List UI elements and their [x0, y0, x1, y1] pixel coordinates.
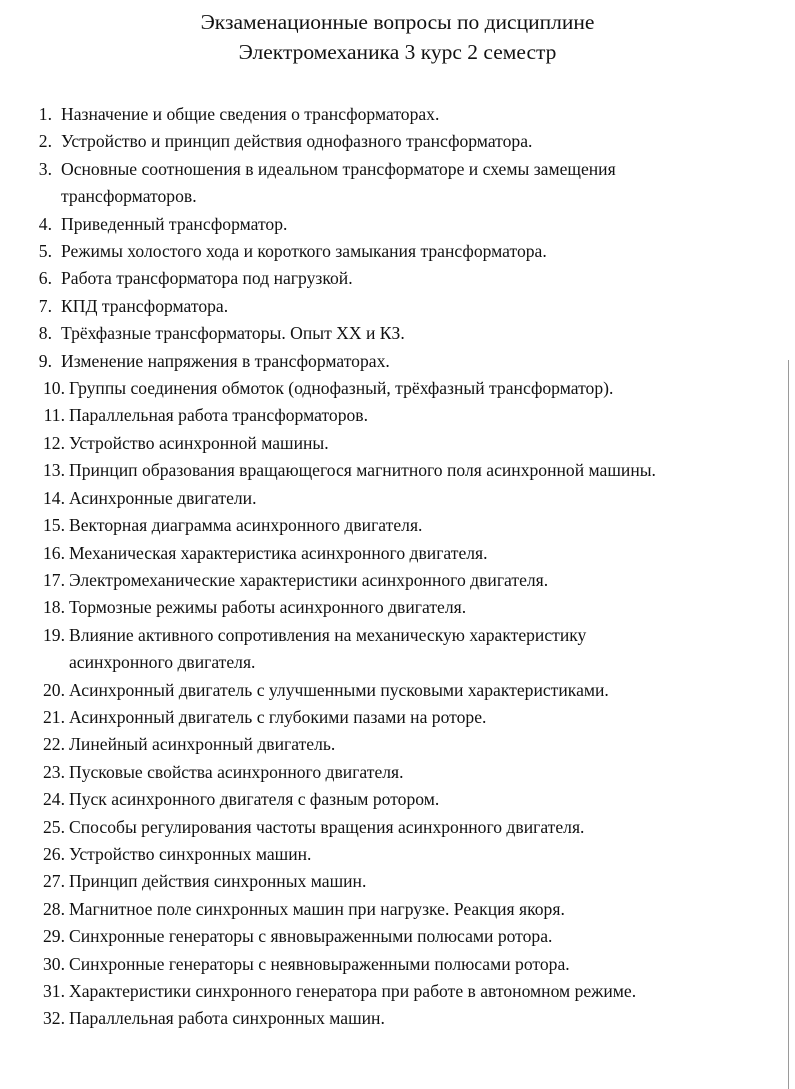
question-text: Параллельная работа трансформаторов.	[69, 405, 368, 426]
question-text: Устройство и принцип действия однофазного трансформатора.	[61, 131, 533, 152]
question-text-continuation: трансформаторов.	[61, 186, 197, 207]
question-number: 27.	[43, 871, 65, 892]
list-item	[0, 759, 795, 786]
question-number: 3.	[38, 158, 52, 179]
question-number: 12.	[43, 432, 65, 453]
question-number: 26.	[43, 843, 65, 864]
question-text: Электромеханические характеристики асинхронного двигателя.	[69, 569, 549, 590]
question-text: Асинхронные двигатели.	[69, 487, 257, 508]
question-text: Устройство асинхронной машины.	[69, 432, 329, 453]
question-number: 29.	[43, 926, 65, 947]
question-text: Линейный асинхронный двигатель.	[69, 734, 336, 755]
question-text: Влияние активного сопротивления на механическую характеристику	[69, 624, 587, 645]
question-text: Магнитное поле синхронных машин при нагрузке. Реакция якоря.	[69, 898, 565, 919]
page-title-line-2: Электромеханика 3 курс 2 семестр	[238, 40, 557, 64]
list-item	[0, 868, 795, 895]
list-item	[0, 677, 795, 704]
question-text: Синхронные генераторы с явновыраженными полюсами ротора.	[69, 926, 553, 947]
list-item	[0, 348, 795, 375]
question-text: Режимы холостого хода и короткого замыкания трансформатора.	[61, 241, 547, 262]
question-number: 10.	[43, 378, 65, 399]
list-item	[0, 101, 795, 128]
list-item	[0, 951, 795, 978]
question-text: Асинхронный двигатель с улучшенными пусковыми характеристиками.	[69, 679, 609, 700]
list-item	[0, 402, 795, 429]
list-item	[0, 567, 795, 594]
list-item	[0, 731, 795, 758]
question-number: 4.	[38, 213, 52, 234]
question-text: Пусковые свойства асинхронного двигателя.	[69, 761, 404, 782]
question-number: 6.	[38, 268, 52, 289]
list-item	[0, 211, 795, 238]
question-text: Приведенный трансформатор.	[61, 213, 288, 234]
list-item	[0, 430, 795, 457]
question-number: 16.	[43, 542, 65, 563]
list-item	[0, 128, 795, 155]
question-text-continuation: асинхронного двигателя.	[69, 652, 256, 673]
list-item	[0, 841, 795, 868]
question-text: Назначение и общие сведения о трансформаторах.	[61, 104, 440, 124]
list-item	[0, 238, 795, 265]
list-item	[0, 923, 795, 950]
question-number: 25.	[43, 816, 65, 837]
question-text: Способы регулирования частоты вращения асинхронного двигателя.	[69, 816, 585, 837]
question-number: 28.	[43, 898, 65, 919]
list-item	[0, 320, 795, 347]
question-number: 32.	[43, 1008, 65, 1029]
list-item	[0, 896, 795, 923]
question-number: 22.	[43, 734, 65, 755]
question-number: 15.	[43, 515, 65, 536]
question-number: 7.	[38, 295, 52, 316]
question-text: Тормозные режимы работы асинхронного двигателя.	[69, 597, 467, 618]
list-item	[0, 786, 795, 813]
question-text: Принцип образования вращающегося магнитного поля асинхронной машины.	[69, 460, 656, 481]
list-item	[0, 540, 795, 567]
question-text: Основные соотношения в идеальном трансформаторе и схемы замещения	[61, 158, 616, 179]
question-text: Пуск асинхронного двигателя с фазным ротором.	[69, 789, 440, 810]
list-item	[0, 704, 795, 731]
question-text: Механическая характеристика асинхронного двигателя.	[69, 542, 488, 563]
question-text: Группы соединения обмоток (однофазный, трёхфазный трансформатор).	[69, 378, 614, 399]
list-item	[0, 622, 795, 677]
question-text: Векторная диаграмма асинхронного двигателя.	[69, 515, 423, 536]
question-number: 9.	[38, 350, 52, 371]
question-number: 21.	[43, 706, 65, 727]
question-number: 2.	[38, 131, 52, 152]
list-item	[0, 375, 795, 402]
list-item	[0, 457, 795, 484]
question-text: Принцип действия синхронных машин.	[69, 871, 367, 892]
list-item	[0, 485, 795, 512]
list-item	[0, 978, 795, 1005]
question-number: 24.	[43, 789, 65, 810]
question-text: Синхронные генераторы с неявновыраженными полюсами ротора.	[69, 953, 570, 974]
question-number: 14.	[43, 487, 65, 508]
list-item	[0, 265, 795, 292]
list-item	[0, 512, 795, 539]
question-number: 20.	[43, 679, 65, 700]
question-text: КПД трансформатора.	[61, 295, 229, 316]
question-text: Асинхронный двигатель с глубокими пазами на роторе.	[69, 706, 487, 727]
list-item	[0, 156, 795, 211]
list-item	[0, 1005, 795, 1032]
questions-list	[0, 101, 795, 1033]
question-text: Работа трансформатора под нагрузкой.	[61, 268, 353, 289]
question-text: Трёхфазные трансформаторы. Опыт ХХ и КЗ.	[61, 323, 405, 344]
list-item	[0, 814, 795, 841]
question-number: 1.	[38, 104, 52, 124]
question-number: 5.	[38, 241, 52, 262]
question-number: 18.	[43, 597, 65, 618]
question-number: 23.	[43, 761, 65, 782]
question-number: 8.	[38, 323, 52, 344]
question-number: 17.	[43, 569, 65, 590]
question-number: 19.	[43, 624, 65, 645]
question-number: 31.	[43, 981, 65, 1001]
question-number: 11.	[43, 405, 65, 426]
question-number: 13.	[43, 460, 65, 481]
question-number: 30.	[43, 953, 65, 974]
list-item	[0, 293, 795, 320]
question-text: Параллельная работа синхронных машин.	[69, 1008, 385, 1029]
list-item	[0, 594, 795, 621]
question-text: Изменение напряжения в трансформаторах.	[61, 350, 390, 371]
page-title-line-1: Экзаменационные вопросы по дисциплине	[200, 10, 595, 34]
question-text: Устройство синхронных машин.	[69, 843, 312, 864]
question-text: Характеристики синхронного генератора при работе в автономном режиме.	[69, 981, 637, 1001]
scan-edge-line	[788, 360, 789, 1089]
